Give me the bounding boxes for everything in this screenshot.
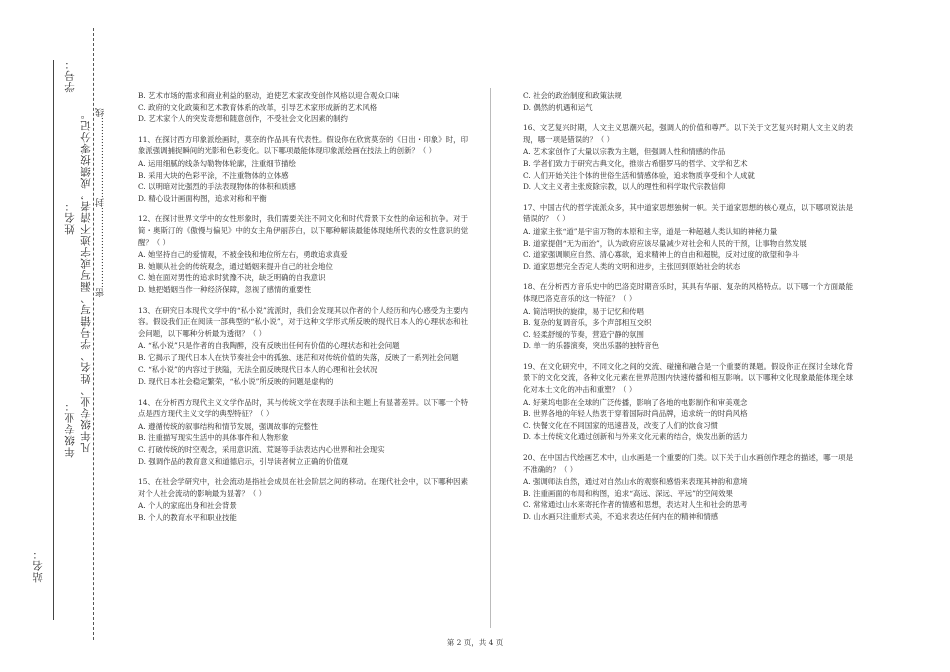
question-19 [523,361,853,443]
question-17 [523,202,853,273]
option-a: A. “私小说”只是作者的自我陶醉，没有反映出任何有价值的心理状态和社会问题 [138,341,400,351]
question-stem: 11、在探讨西方印象派绘画时，莫奈的作品具有代表性。假设你在欣赏莫奈的《日出・印象》时，印象派强调捕捉瞬间的光影和色彩变化。以下哪项最能体现印象派绘画在技法上的创新？（ ） [138,134,468,156]
notice-text: 凡年级专业、姓名、学号错写、漏写或字迹不清者，成绩按零分记。 [80,108,92,453]
option-d: D. 人文主义者主张废除宗教，以人的理性和科学取代宗教信仰 [523,182,726,192]
option-d: D. 偶然的机遇和运气 [523,102,593,112]
option-d: D. 本土传统文化通过创新和与外来文化元素的结合，焕发出新的活力 [523,432,748,442]
question-10-tail [138,90,468,125]
option-a: A. 个人的家庭出身和社会背景 [138,501,237,511]
page-number: 第 2 页，共 4 页 [446,638,504,647]
seal-line-text: 密………………………封………………………线 [96,108,106,297]
option-a: A. 好莱坞电影在全球的广泛传播，影响了各地的电影制作和审美观念 [523,397,748,407]
question-12 [138,213,468,295]
question-stem: 16、文艺复兴时期，人文主义思潮兴起，强调人的价值和尊严。以下关于文艺复兴时期人文主义的表现，哪一项是错误的？（ ） [523,123,853,144]
question-16 [523,122,853,193]
binding-solid-line [53,60,54,620]
option-c: C. 道家强调顺应自然、清心寡欲，追求精神上的自由和超脱，反对过度的欲望和争斗 [523,250,800,260]
question-stem: 13、在研究日本现代文学中的“私小说”流派时，我们会发现其以作者的个人经历和内心感受为主要内容。假设我们正在阅读一部典型的“私小说”，对于这种文学形式所反映的现代日本人的心理状态和社会问题，以下哪种分析最为透彻？（ ） [138,305,468,338]
option-a: A. 强调师法自然，通过对自然山水的观察和感悟来表现其神韵和意境 [523,477,748,487]
option-c: C. 常常通过山水来寄托作者的情感和思想，表达对人生和社会的思考 [523,500,748,510]
option-c: C. 人们开始关注个体的世俗生活和情感体验，追求物质享受和个人成就 [523,170,755,180]
option-b: B. 注重描写现实生活中的具体事件和人物形象 [138,433,289,443]
option-c: C. 打破传统的时空观念，采用意识流、荒诞等手法表达内心世界和社会现实 [138,445,385,455]
grade-major-label: 年级专业： [64,400,76,458]
question-13 [138,305,468,388]
option-a: A. 简洁明快的旋律，易于记忆和传唱 [523,306,644,316]
name-label: 姓名： [64,200,76,235]
option-c: C. 社会的政治制度和政策法规 [523,91,622,100]
option-b: B. 道家提倡“无为而治”，认为政府应该尽量减少对社会和人民的干预，让事物自然发展 [523,238,807,248]
option-d: D. 现代日本社会稳定繁荣，“私小说”所反映的问题是虚构的 [138,377,334,387]
question-14 [138,397,468,468]
question-stem: 15、在社会学研究中，社会流动是指社会成员在社会阶层之间的移动。在现代社会中，以下哪种因素对个人社会流动的影响最为显著？（ ） [138,477,468,498]
question-20 [523,452,853,523]
option-d: D. 强调作品的教育意义和道德启示，引导读者树立正确的价值观 [138,456,348,466]
option-c: C. 轻柔舒缓的节奏，营造宁静的氛围 [523,329,644,339]
question-11 [138,134,468,205]
option-b: B. 她顺从社会的传统观念，通过婚姻来提升自己的社会地位 [138,261,333,271]
option-d: D. 艺术家个人的突发奇想和随意创作，不受社会文化因素的制约 [138,114,348,124]
school-label: 站名： [32,548,44,583]
option-d: D. 她把婚姻当作一种经济保障，忽视了感情的重要性 [138,284,311,294]
question-18 [523,281,853,352]
option-d: D. 精心设计画面构图，追求对称和平衡 [138,193,267,203]
option-b: B. 世界各地的年轻人热衷于穿着国际时尚品牌，追求统一的时尚风格 [523,409,748,419]
option-d: D. 单一的乐器演奏，突出乐器的独特音色 [523,341,660,351]
question-15 [138,476,468,523]
option-c: C. 以明暗对比强烈的手法表现物体的体积和质感 [138,182,296,192]
option-c: C. 快餐文化在不同国家的迅速普及，改变了人们的饮食习惯 [523,420,718,430]
column-divider [490,88,491,628]
option-c: C. “私小说”的内容过于狭隘，无法全面反映现代日本人的心理和社会状况 [138,365,378,375]
question-stem: 20、在中国古代绘画艺术中，山水画是一个重要的门类。以下关于山水画创作理念的描述，哪一项是不准确的？（ ） [523,453,853,474]
option-b: B. 学者们致力于研究古典文化，推崇古希腊罗马的哲学、文学和艺术 [523,158,748,168]
question-stem: 19、在文化研究中，不同文化之间的交流、碰撞和融合是一个重要的课题。假设你正在探讨全球化背景下的文化交流，各种文化元素在世界范围内快速传播和相互影响。以下哪种文化现象最能体现全球化对本土文化的冲击和重塑？（ ） [523,361,853,395]
question-stem: 12、在探讨世界文学中的女性形象时，我们需要关注不同文化和时代背景下女性的命运和抗争。对于简・奥斯汀的《傲慢与偏见》中的女主角伊丽莎白，以下哪种解读最能体现她所代表的女性意识的觉醒？（ ） [138,214,468,247]
option-c: C. 她在面对男性的追求时犹豫不决，缺乏明确的自我意识 [138,273,326,283]
option-b: B. 个人的教育水平和职业技能 [138,513,237,522]
option-d: D. 山水画只注重形式美，不追求表达任何内在的精神和情感 [523,512,719,521]
question-stem: 18、在分析西方音乐史中的巴洛克时期音乐时，其具有华丽、复杂的风格特点。以下哪一个方面最能体现巴洛克音乐的这一特征？（ ） [523,282,853,303]
right-column [523,90,853,532]
option-a: A. 艺术家创作了大量以宗教为主题，但强调人性和情感的作品 [523,147,726,157]
option-a: A. 遵循传统的叙事结构和情节发展，强调故事的完整性 [138,421,319,431]
option-a: A. 运用细腻的线条勾勒物体轮廓，注重细节描绘 [138,158,296,168]
option-d: D. 道家思想完全否定人类的文明和进步，主张回到原始社会的状态 [523,261,741,271]
option-b: B. 复杂的复调音乐，多个声部相互交织 [523,318,652,328]
option-a: A. 她坚持自己的爱情观，不被金钱和地位所左右，勇敢追求真爱 [138,250,348,260]
question-15-tail [523,90,853,113]
binding-strip [0,0,125,672]
option-c: C. 政府的文化政策和艺术教育体系的改革，引导艺术家形成新的艺术风格 [138,102,378,112]
student-id-label: 学号： [64,58,76,93]
option-a: A. 道家主张“道”是宇宙万物的本原和主宰，道是一种超越人类认知的神秘力量 [523,226,778,236]
left-column [138,90,468,533]
option-b: B. 它揭示了现代日本人在快节奏社会中的孤独、迷茫和对传统价值的失落，反映了一系列社会问题 [138,352,459,362]
option-b: B. 注重画面的布局和构图，追求“高远、深远、平远”的空间效果 [523,488,733,498]
question-stem: 14、在分析西方现代主义文学作品时，其与传统文学在表现手法和主题上有显著差异。以下哪一个特点是西方现代主义文学的典型特征？（ ） [138,397,468,419]
option-b: B. 艺术市场的需求和商业利益的驱动，迫使艺术家改变创作风格以迎合观众口味 [138,91,400,100]
option-b: B. 采用大块的色彩平涂，不注重物体的立体感 [138,170,289,180]
question-stem: 17、中国古代的哲学流派众多，其中道家思想独树一帜。关于道家思想的核心观点，以下哪项说法是错误的？（ ） [523,202,853,224]
